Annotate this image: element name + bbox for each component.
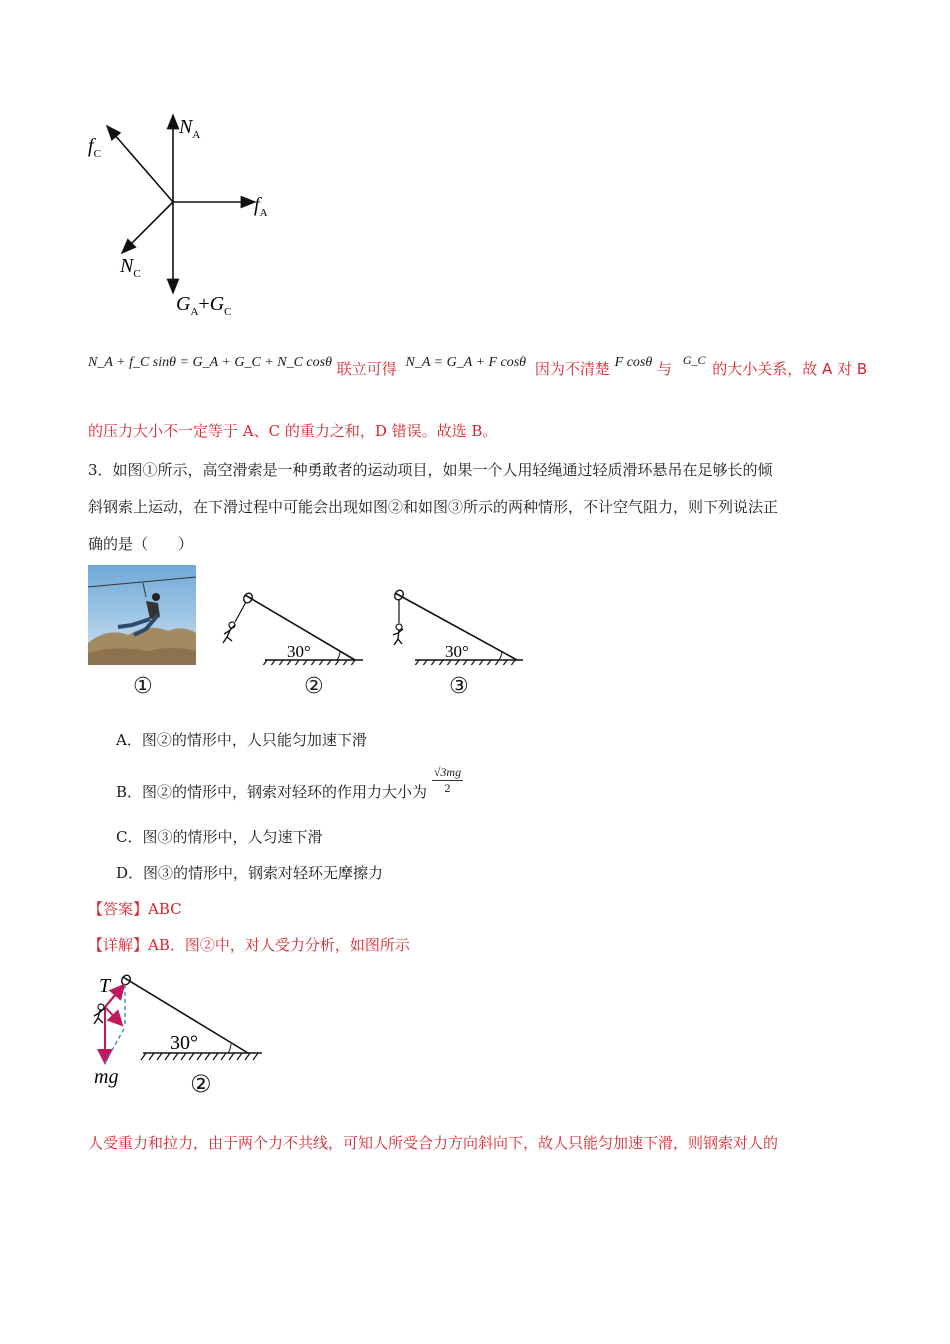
option-b [116, 765, 463, 801]
equation-line [88, 353, 867, 383]
force-diagram [80, 105, 280, 325]
figure-3-label: ③ [449, 674, 469, 699]
fc-label: $f_C$ [88, 135, 101, 160]
figure-1-label: ① [133, 674, 153, 699]
force-analysis-figure [88, 965, 268, 1095]
option-b-numerator: √3mg [433, 765, 462, 779]
resultant-arrow [105, 1007, 122, 1025]
equation-4: G_C [682, 353, 706, 367]
detail-line: 【详解】AB．图②中，对人受力分析，如图所示 [88, 936, 410, 954]
fig3-angle: 30° [445, 642, 469, 661]
equation-3: F cosθ [614, 355, 653, 370]
option-b-denominator: 2 [444, 781, 451, 795]
figure-2 [215, 585, 365, 665]
equation-1: N_A + f_C sinθ = G_A + G_C + N_C cosθ [88, 355, 332, 370]
g-label: $G_A+G_C$ [176, 293, 232, 318]
option-b-fraction [432, 765, 463, 796]
dashed-line-2 [105, 1027, 125, 1063]
option-b-text: B．图②的情形中，钢索对轻环的作用力大小为 [116, 782, 428, 801]
na-label: $N_A$ [179, 116, 201, 141]
final-line: 人受重力和拉力，由于两个力不共线，可知人所受合力方向斜向下，故人只能匀加速下滑，则钢索对人的 [88, 1134, 779, 1152]
option-d: D．图③的情形中，钢索对轻环无摩擦力 [116, 864, 384, 882]
option-c: C．图③的情形中，人匀速下滑 [116, 828, 323, 846]
figure-3 [385, 585, 525, 665]
nc-arrow [122, 202, 173, 253]
zipline-photo [88, 565, 196, 665]
eq-text-2: 因为不清楚 [534, 360, 610, 378]
angle-label: 30° [170, 1032, 198, 1054]
question-line-3: 确的是（ ） [88, 535, 194, 553]
figure-2-label: ② [304, 674, 324, 699]
eq-text-1: 联立可得 [336, 360, 397, 378]
tension-label: T [99, 975, 111, 997]
question-line-2: 斜钢索上运动，在下滑过程中可能会出现如图②和如图③所示的两种情形，不计空气阻力，则下列说法正 [88, 498, 779, 516]
fa-label: $f_A$ [254, 194, 268, 219]
gravity-label: mg [94, 1066, 119, 1088]
option-a: A．图②的情形中，人只能匀加速下滑 [116, 731, 367, 749]
eq-text-3: 与 [657, 360, 673, 378]
nc-label: $N_C$ [120, 255, 141, 280]
equation-2: N_A = G_A + F cosθ [405, 355, 527, 370]
eq-text-4: 的大小关系，故 A 对 B [712, 360, 868, 378]
answer-line: 【答案】ABC [88, 900, 182, 918]
figure-4-label: ② [190, 1070, 212, 1098]
conclusion-line: 的压力大小不一定等于 A、C 的重力之和，D 错误。故选 B。 [88, 422, 498, 440]
question-line-1: 3．如图①所示，高空滑索是一种勇敢者的运动项目，如果一个人用轻绳通过轻质滑环悬吊在足够长的倾 [88, 461, 773, 479]
fig2-angle: 30° [287, 642, 311, 661]
fc-arrow [107, 126, 173, 202]
